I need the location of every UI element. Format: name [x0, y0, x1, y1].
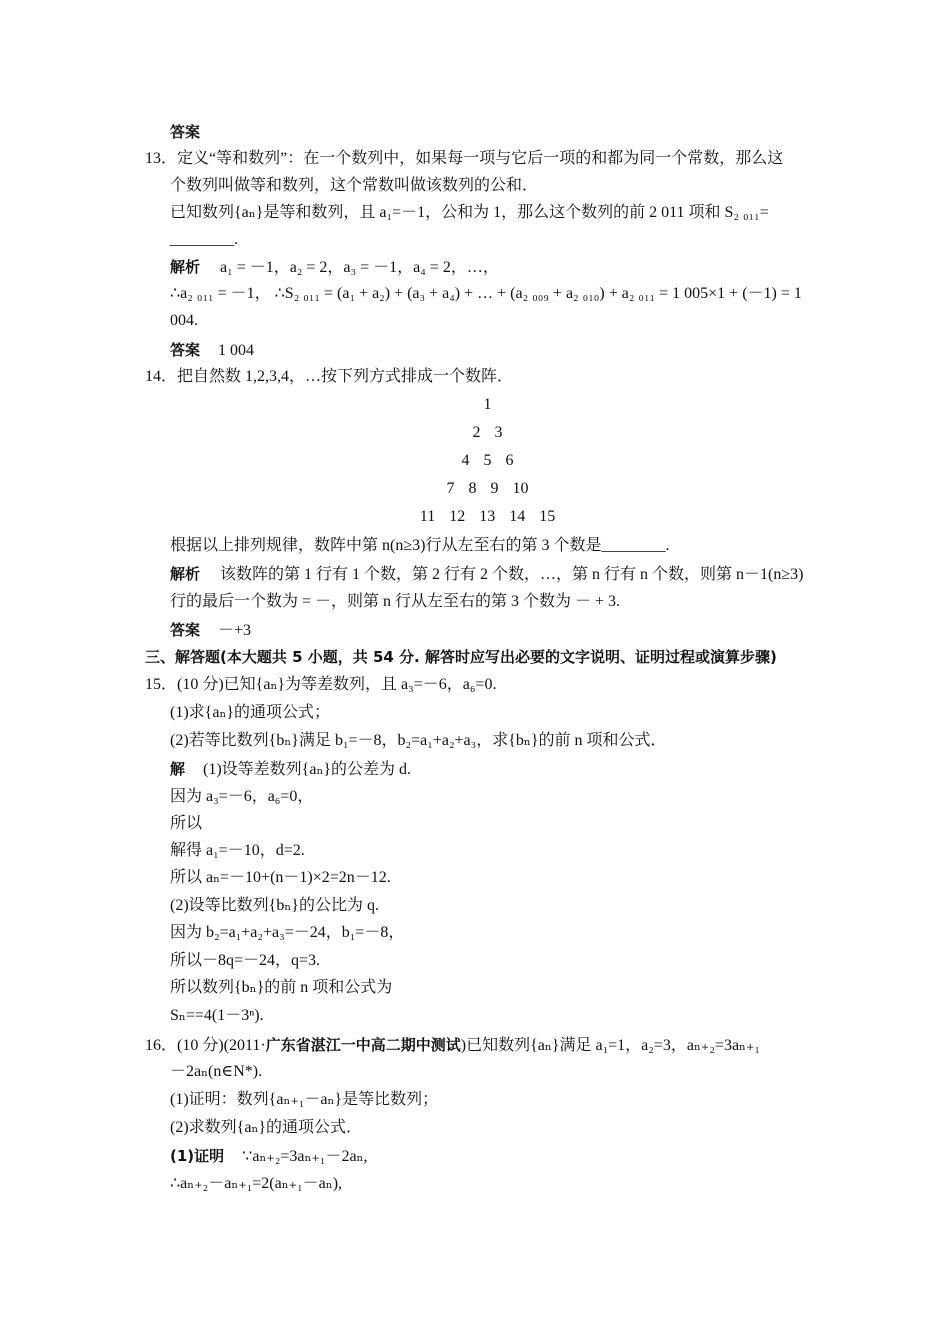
answer-label: 答案 — [170, 621, 201, 639]
problem-15-part1: (1)求{aₙ}的通项公式； — [170, 704, 331, 721]
triangle-number: 13 — [479, 508, 496, 525]
analysis-13 — [170, 256, 499, 279]
triangle-row-3 — [0, 450, 950, 472]
solution-label: 解 — [170, 760, 186, 778]
triangle-number: 6 — [505, 452, 514, 469]
triangle-row-1 — [0, 394, 950, 416]
triangle-number: 2 — [472, 424, 481, 441]
analysis-13-line3: 004. — [170, 312, 198, 329]
problem-14-line1: 14．把自然数 1,2,3,4，…按下列方式排成一个数阵． — [145, 368, 514, 385]
problem-16-prefix: 16．(10 分)(2011· — [145, 1037, 266, 1054]
problem-13-line2: 个数列叫做等和数列，这个常数叫做该数列的公和． — [170, 177, 539, 194]
analysis-13-line2: ∴a₂ ₀₁₁ = －1， ∴S₂ ₀₁₁ = (a₁ + a₂) + (a₃ + a₄) + … + (a₂ ₀₀₉ + a₂ ₀₁₀) + a₂ ₀₁₁ = 1 005×1 + (－1) = 1 — [170, 285, 802, 302]
problem-14-question: 根据以上排列规律，数阵中第 n(n≥3)行从左至右的第 3 个数是________. — [170, 537, 670, 554]
solution-15-line9: 所以数列{bₙ}的前 n 项和公式为 — [170, 979, 393, 996]
triangle-number: 14 — [509, 508, 526, 525]
analysis-label: 解析 — [170, 258, 201, 276]
problem-13-blank: ________. — [170, 231, 238, 248]
triangle-row-5 — [0, 506, 950, 528]
problem-15-line1: 15．(10 分)已知{aₙ}为等差数列，且 a₃=－6，a₆=0. — [145, 676, 497, 693]
answer-label: 答案 — [170, 123, 201, 141]
triangle-number: 11 — [419, 508, 436, 525]
triangle-number: 12 — [449, 508, 466, 525]
triangle-row-4 — [0, 478, 950, 500]
triangle-number: 4 — [461, 452, 470, 469]
solution-15-line2: 因为 a₃=－6，a₆=0， — [170, 788, 314, 805]
solution-15-line10: Sₙ==4(1－3ⁿ). — [170, 1007, 264, 1024]
problem-16-text: )已知数列{aₙ}满足 a₁=1，a₂=3，aₙ₊₂=3aₙ₊₁ — [460, 1037, 760, 1054]
answer-label: 答案 — [170, 341, 201, 359]
problem-15-part2: (2)若等比数列{bₙ}满足 b₁=－8，b₂=a₁+a₂+a₃，求{bₙ}的前 n 项和公式． — [170, 732, 667, 749]
solution-15-line8: 所以－8q=－24，q=3. — [170, 952, 321, 969]
proof-16-line2: ∴aₙ₊₂－aₙ₊₁=2(aₙ₊₁－aₙ), — [170, 1175, 343, 1192]
solution-15-line6: (2)设等比数列{bₙ}的公比为 q. — [170, 897, 379, 914]
analysis-label: 解析 — [170, 565, 201, 583]
triangle-number: 15 — [539, 508, 556, 525]
problem-16-line2: －2aₙ(n∈N*). — [170, 1063, 263, 1080]
section-heading: 三、解答题(本大题共 5 小题，共 54 分. 解答时应写出必要的文字说明、证明过程或演算步骤) — [145, 648, 777, 666]
solution-15-text: (1)设等差数列{aₙ}的公差为 d. — [203, 761, 412, 778]
triangle-row-2 — [0, 422, 950, 444]
solution-15 — [170, 758, 411, 781]
problem-16-source: 广东省湛江一中高二期中测试 — [265, 1036, 461, 1054]
triangle-number: 1 — [483, 396, 492, 413]
triangle-number: 10 — [512, 480, 529, 497]
answer-13-value: 1 004 — [218, 342, 255, 359]
answer-13 — [170, 339, 254, 362]
problem-13-line3: 已知数列{aₙ}是等和数列，且 a₁=－1，公和为 1，那么这个数列的前 2 011 项和 S₂ ₀₁₁= — [170, 204, 769, 221]
answer-14 — [170, 619, 251, 642]
analysis-14-line2: 行的最后一个数为 = －，则第 n 行从左至右的第 3 个数为 － + 3. — [170, 593, 621, 610]
solution-15-line4: 解得 a₁=－10，d=2. — [170, 842, 305, 859]
triangle-number: 3 — [494, 424, 503, 441]
analysis-14-text: 该数阵的第 1 行有 1 个数，第 2 行有 2 个数，…，第 n 行有 n 个数，则第 n－1(n≥3) — [220, 566, 804, 583]
triangle-number: 9 — [490, 480, 499, 497]
problem-16-part1: (1)证明：数列{aₙ₊₁－aₙ}是等比数列； — [170, 1091, 439, 1108]
analysis-14 — [170, 563, 803, 586]
answer-14-value: －+3 — [218, 622, 252, 639]
proof-16 — [170, 1145, 367, 1168]
problem-16-part2: (2)求数列{aₙ}的通项公式． — [170, 1119, 363, 1136]
solution-15-line3: 所以 — [170, 815, 203, 832]
proof-16-text: ∵aₙ₊₂=3aₙ₊₁－2aₙ, — [242, 1148, 368, 1165]
triangle-number: 7 — [446, 480, 455, 497]
solution-15-line7: 因为 b₂=a₁+a₂+a₃=－24，b₁=－8， — [170, 924, 405, 941]
triangle-number: 5 — [483, 452, 492, 469]
proof-label: (1)证明 — [170, 1147, 225, 1165]
triangle-number: 8 — [468, 480, 477, 497]
problem-16-line1 — [145, 1034, 760, 1057]
analysis-13-text: a₁ = －1，a₂ = 2，a₃ = －1，a₄ = 2，…， — [220, 259, 499, 276]
solution-15-line5: 所以 aₙ=－10+(n－1)×2=2n－12. — [170, 869, 391, 886]
problem-13-line1: 13．定义“等和数列”：在一个数列中，如果每一项与它后一项的和都为同一个常数，那么这 — [145, 150, 784, 167]
